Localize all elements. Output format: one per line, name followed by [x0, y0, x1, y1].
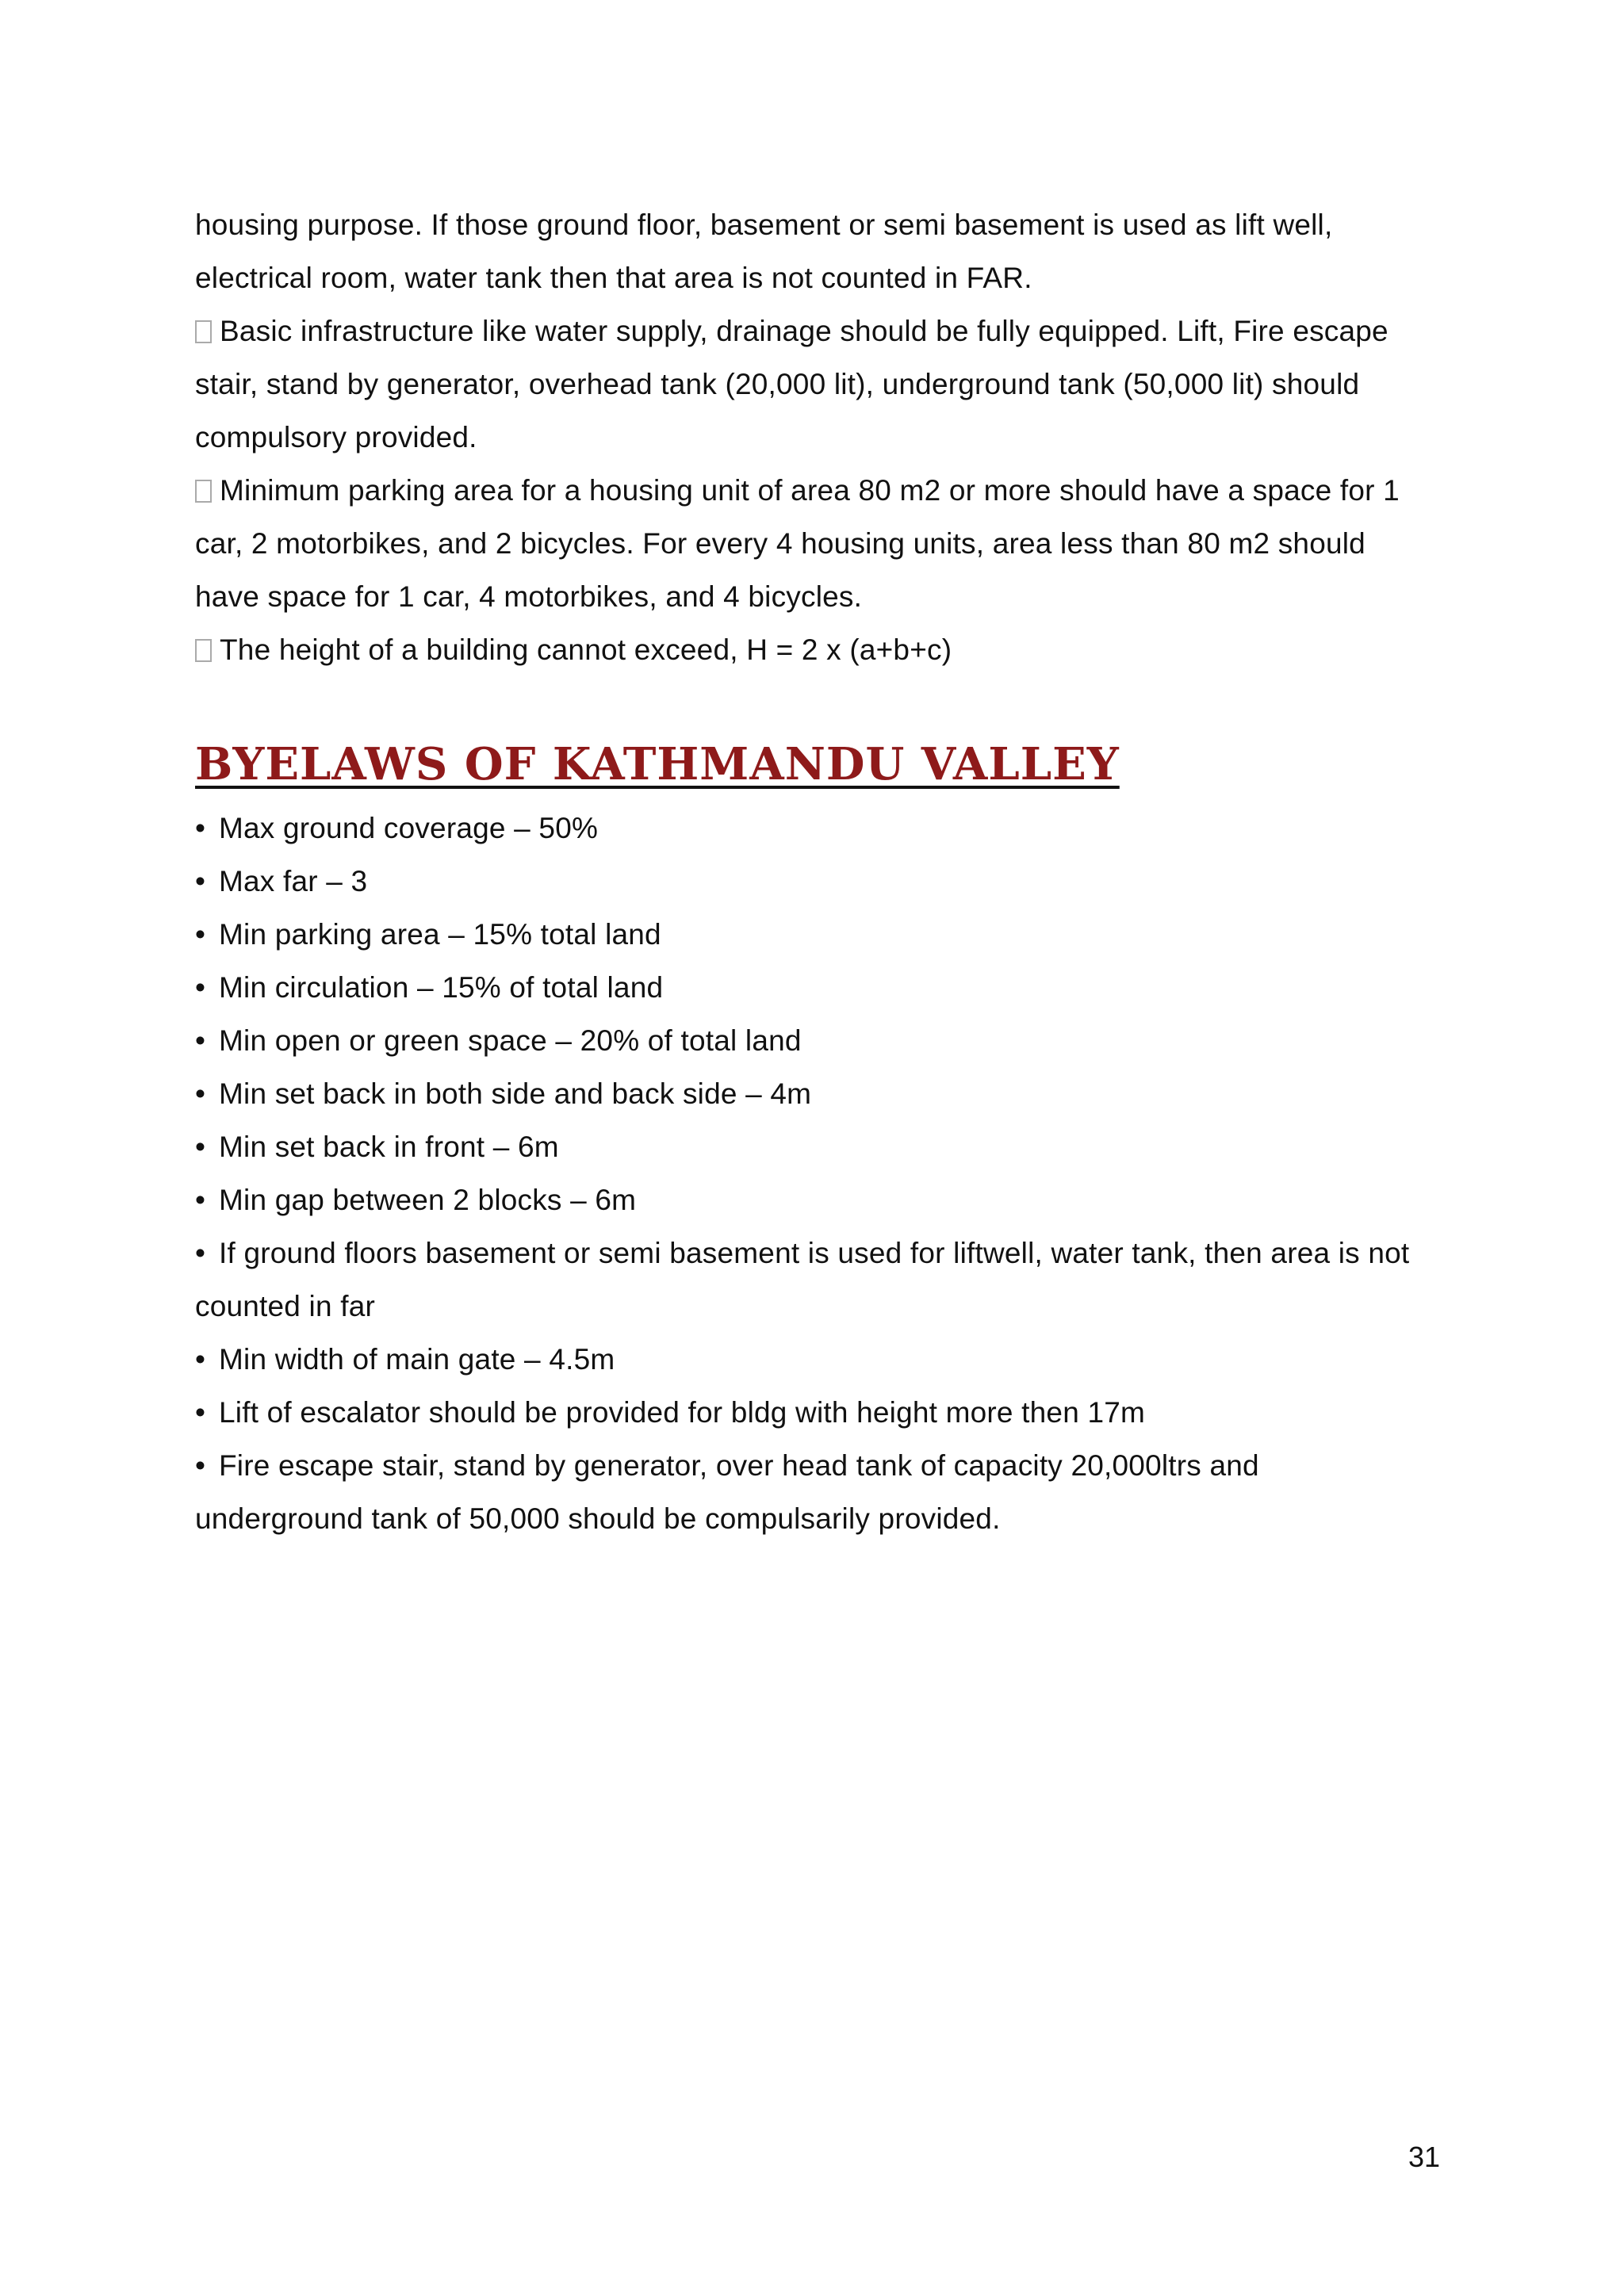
bullet-item: • Min open or green space – 20% of total land	[195, 1024, 802, 1057]
bullet-item: • Min set back in front – 6m	[195, 1131, 559, 1163]
bullet-item: • Min set back in both side and back side – 4m	[195, 1077, 812, 1110]
bullet-item: • Fire escape stair, stand by generator, over head tank of capacity 20,000ltrs and underground tank of 50,000 should be compulsarily provided.	[195, 1449, 1259, 1535]
missing-symbol-icon	[195, 480, 212, 503]
intro-line: housing purpose. If those ground floor, basement or semi basement is used as lift well,	[195, 209, 1333, 241]
bullet-item: • Min circulation – 15% of total land	[195, 971, 664, 1004]
bullet-item: • Lift of escalator should be provided for bldg with height more then 17m	[195, 1396, 1146, 1429]
bullet-item: • Min gap between 2 blocks – 6m	[195, 1184, 637, 1216]
missing-symbol-icon	[195, 639, 212, 662]
point-line: stair, stand by generator, overhead tank (20,000 lit), underground tank (50,000 lit) should	[195, 368, 1360, 400]
section-heading: BYELAWS OF KATHMANDU VALLEY	[195, 738, 1120, 790]
bullet-item: • If ground floors basement or semi basement is used for liftwell, water tank, then area is not counted in far	[195, 1237, 1410, 1322]
bullet-item: • Max ground coverage – 50%	[195, 812, 599, 844]
bullet-item: • Max far – 3	[195, 865, 368, 897]
page-content	[195, 198, 1432, 1545]
point-line: compulsory provided.	[195, 421, 477, 453]
point-line: have space for 1 car, 4 motorbikes, and 4 bicycles.	[195, 580, 863, 613]
bullet-item: • Min width of main gate – 4.5m	[195, 1343, 615, 1376]
point-line: The height of a building cannot exceed, H = 2 x (a+b+c)	[195, 623, 1432, 676]
intro-line: electrical room, water tank then that area is not counted in FAR.	[195, 262, 1032, 294]
point-line: Minimum parking area for a housing unit of area 80 m2 or more should have a space for 1	[195, 464, 1432, 517]
point-line: car, 2 motorbikes, and 2 bicycles. For every 4 housing units, area less than 80 m2 should	[195, 527, 1365, 560]
missing-symbol-icon	[195, 320, 212, 343]
page-number: 31	[1408, 2141, 1441, 2173]
point-line: Basic infrastructure like water supply, drainage should be fully equipped. Lift, Fire escape	[195, 304, 1432, 358]
bullet-item: • Min parking area – 15% total land	[195, 918, 661, 951]
